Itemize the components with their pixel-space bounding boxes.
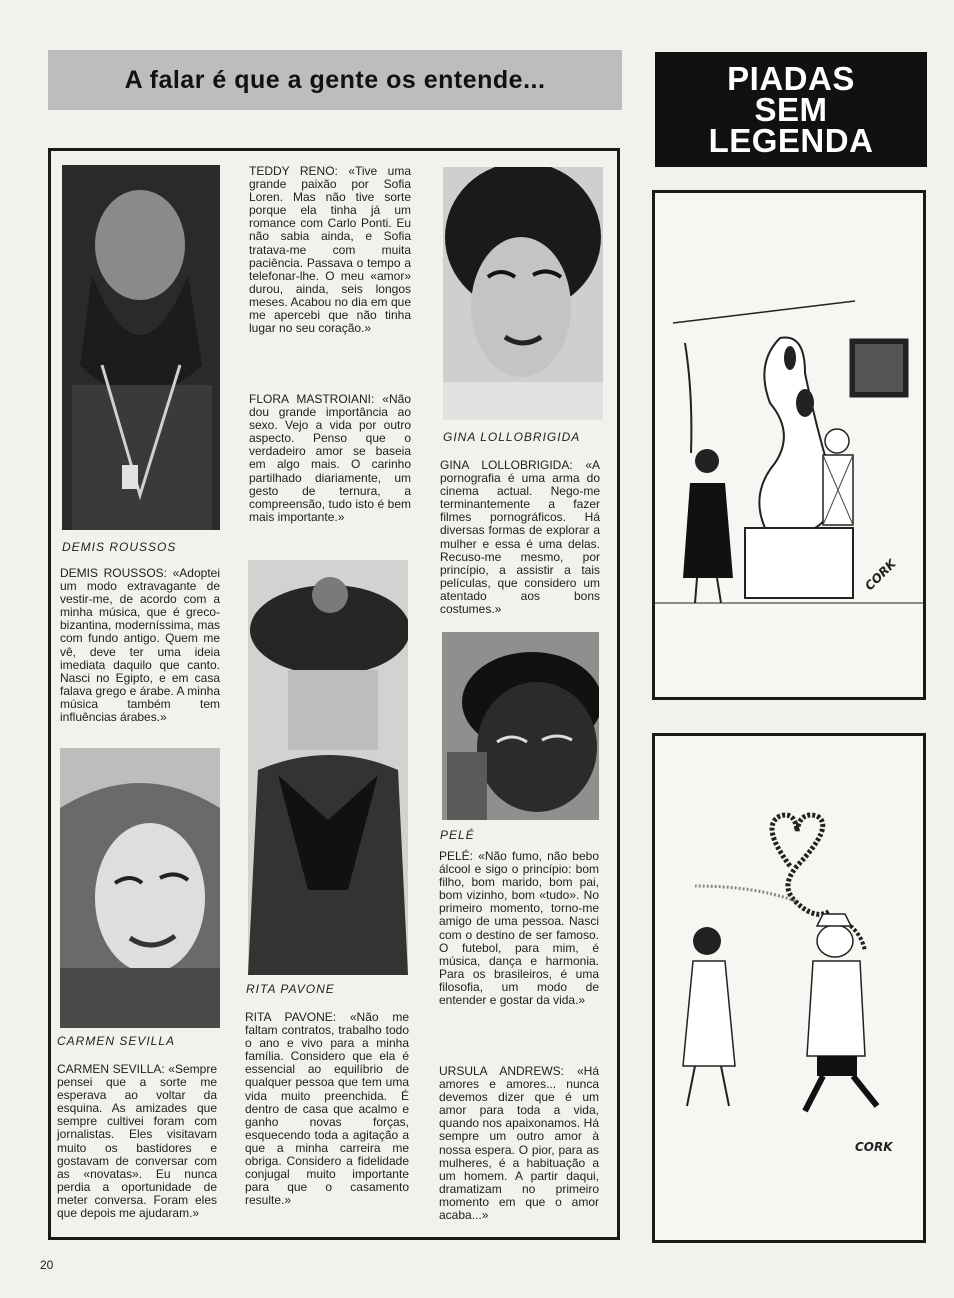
headline-bar bbox=[48, 50, 622, 110]
sidebar-title-line-3: LEGENDA bbox=[708, 122, 874, 159]
caption-rita-pavone: RITA PAVONE bbox=[246, 982, 335, 996]
quote-gina-lollobrigida: GINA LOLLOBRIGIDA: «A pornografia é uma arma do cinema actual. Nego-me terminantemente a fazer filmes pornográficos. Há diversas formas de explorar a mulher e essa é uma delas. Recuso-me mesmo, por princípio, a assistir a tais películas, que considero um atentado aos bons costumes.» bbox=[440, 458, 600, 617]
quote-teddy-reno: TEDDY RENO: «Tive uma grande paixão por Sofia Loren. Mas não tive sorte porque ela tinha já um romance com Carlo Ponti. Eu não sabia ainda, e Sofia tratava-me com muita paciência. Passava o tempo a telefonar-lhe. O meu «amor» durou, ainda, seis longos meses. Acabou no dia em que me apercebi que não tinha lugar no seu coração.» bbox=[249, 164, 411, 336]
caption-carmen-sevilla: CARMEN SEVILLA bbox=[57, 1034, 176, 1048]
quote-pele: PELÉ: «Não fumo, não bebo álcool e sigo o princípio: bom filho, bom marido, bom pai, bom vizinho, bom «tudo». No primeiro momento, torno-me amigo de uma pessoa. Nasci com o destino de ser famoso. O futebol, para mim, é música, dança e harmonia. Para os brasileiros, é uma filosofia, um modo de entender e gostar da vida.» bbox=[439, 849, 599, 1008]
cartoon-2-signature: CORK bbox=[855, 1140, 893, 1154]
sidebar-title-block bbox=[655, 52, 927, 167]
sidebar-title-line-2: SEM bbox=[754, 91, 828, 128]
quote-rita-pavone: RITA PAVONE: «Não me faltam contratos, trabalho todo o ano e vivo para a minha família. Considero que ela é essencial ao equilíbrio de qualquer pessoa que tem uma vida muito preenchida. É dentro de casa que acalmo e ganho novas forças, esquecendo toda a agitação a que a minha carreira me obriga. Considero a fidelidade conjugal muito importante para que o casamento resulte.» bbox=[245, 1010, 409, 1208]
cartoon-1-signature: CORK bbox=[862, 556, 899, 594]
cartoon-smoke-heart bbox=[652, 733, 926, 1243]
headline: A falar é que a gente os entende... bbox=[124, 65, 546, 94]
carmen-sevilla-photo bbox=[60, 748, 220, 1028]
page-number: 20 bbox=[40, 1258, 54, 1272]
pele-photo bbox=[442, 632, 599, 820]
cartoon-sculpture bbox=[652, 190, 926, 700]
gina-lollobrigida-photo bbox=[443, 167, 603, 420]
caption-demis-roussos: DEMIS ROUSSOS bbox=[62, 540, 177, 554]
quote-carmen-sevilla: CARMEN SEVILLA: «Sempre pensei que a sorte me esperava ao voltar da esquina. As amizades que sempre cultivei foram com jornalistas. Eles visitavam muito os bastidores e gostavam de conversar com as «novatas». Eu nunca perdia a oportunidade de meter conversa. Foram eles que depois me ajudaram.» bbox=[57, 1062, 217, 1221]
quote-demis-roussos: DEMIS ROUSSOS: «Adoptei um modo extravagante de vestir-me, de acordo com a minha música, que é greco-bizantina, moderníssima, mas com fundo antigo. Quem me vê, deve ter uma ideia imediata daquilo que canto. Nasci no Egipto, e em casa falava grego e árabe. A minha música também tem influências árabes.» bbox=[60, 566, 220, 725]
sidebar-title-line-1: PIADAS bbox=[727, 60, 855, 97]
quote-ursula-andrews: URSULA ANDREWS: «Há amores e amores... nunca devemos dizer que é um amor para toda a vida, quando nos apaixonamos. Há sempre um outro amor à nossa espera. O pior, para as mulheres, é a habituação a um homem. A partir daqui, dramatizam no primeiro momento em que o amor acaba...» bbox=[439, 1064, 599, 1223]
quote-flora-mastroiani: FLORA MASTROIANI: «Não dou grande importância ao sexo. Vejo a vida por outro aspecto. Penso que o verdadeiro amor se baseia em algo mais. O carinho partilhado diariamente, um gesto de ternura, a compreensão, tudo isto é bem mais importante.» bbox=[249, 392, 411, 524]
caption-gina-lollobrigida: GINA LOLLOBRIGIDA bbox=[443, 430, 581, 444]
rita-pavone-photo bbox=[248, 560, 408, 975]
caption-pele: PELÉ bbox=[440, 828, 475, 842]
demis-roussos-photo bbox=[62, 165, 220, 530]
